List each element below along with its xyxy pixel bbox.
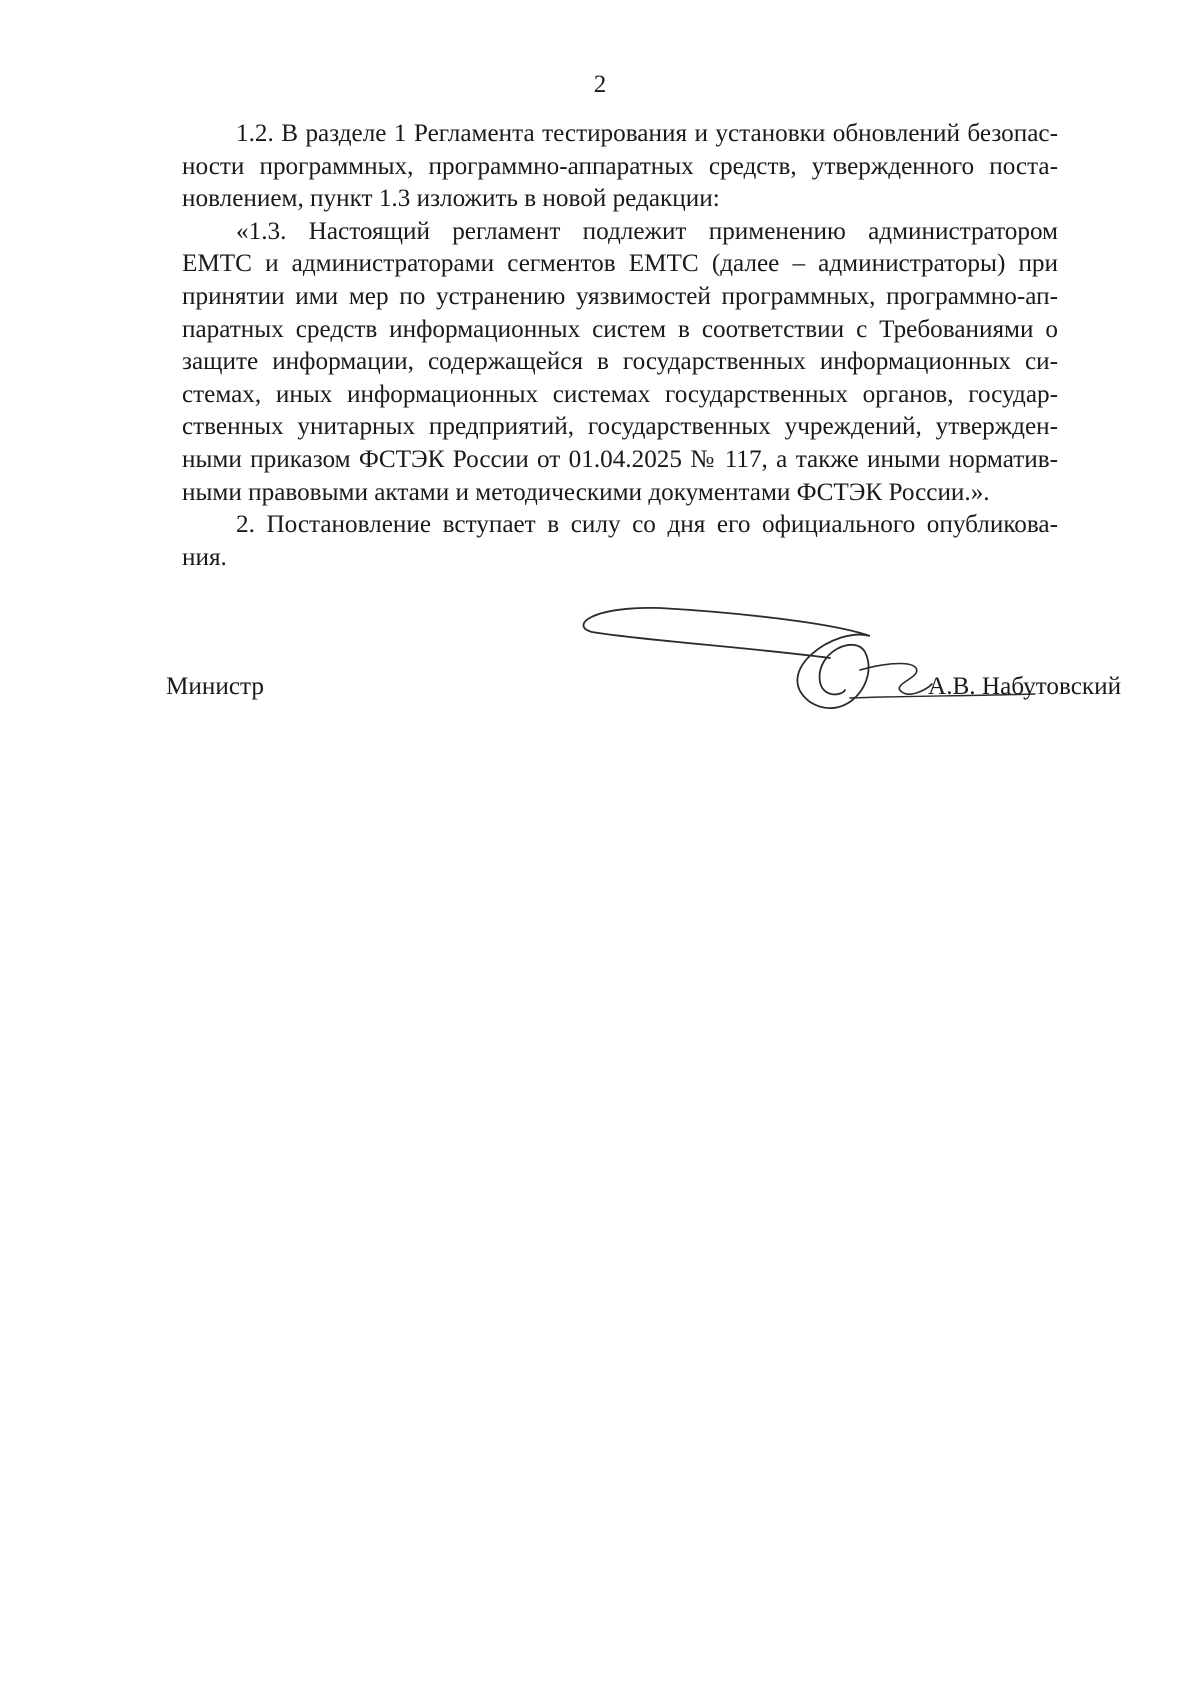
- signature-block: [0, 612, 1200, 722]
- text-line: защите информации, содержащейся в государственных информационных си-: [182, 348, 1058, 376]
- text-line: ЕМТС и администраторами сегментов ЕМТС (далее – администраторы) при: [182, 250, 1058, 278]
- text-line: ными правовыми актами и методическими документами ФСТЭК России.».: [182, 478, 990, 506]
- text-line: ности программных, программно-аппаратных средств, утвержденного поста-: [182, 152, 1058, 180]
- text-line: новлением, пункт 1.3 изложить в новой редакции:: [182, 185, 720, 213]
- text-line: 2. Постановление вступает в силу со дня его официального опубликова-: [236, 511, 1058, 539]
- signer-name: А.В. Набутовский: [928, 673, 1122, 700]
- text-line: паратных средств информационных систем в соответствии с Требованиями о: [182, 315, 1058, 343]
- page-number: 2: [593, 71, 607, 98]
- signer-position: Министр: [166, 673, 264, 700]
- text-line: ния.: [182, 543, 227, 571]
- text-line: 1.2. В разделе 1 Регламента тестирования и установки обновлений безопас-: [236, 120, 1058, 147]
- text-line: «1.3. Настоящий регламент подлежит применению администратором: [236, 217, 1058, 245]
- paragraph-amendment-intro: [182, 118, 1058, 216]
- document-body: [182, 118, 1058, 574]
- handwritten-signature: [580, 612, 1080, 722]
- text-line: принятии ими мер по устранению уязвимостей программных, программно-ап-: [182, 282, 1058, 310]
- text-line: ными приказом ФСТЭК России от 01.04.2025 № 117, а также иными норматив-: [182, 445, 1058, 473]
- paragraph-effective-date: [182, 509, 1058, 574]
- paragraph-amendment-text: [182, 216, 1058, 509]
- text-line: стемах, иных информационных системах государственных органов, государ-: [182, 380, 1058, 408]
- text-line: ственных унитарных предприятий, государственных учреждений, утвержден-: [182, 413, 1058, 441]
